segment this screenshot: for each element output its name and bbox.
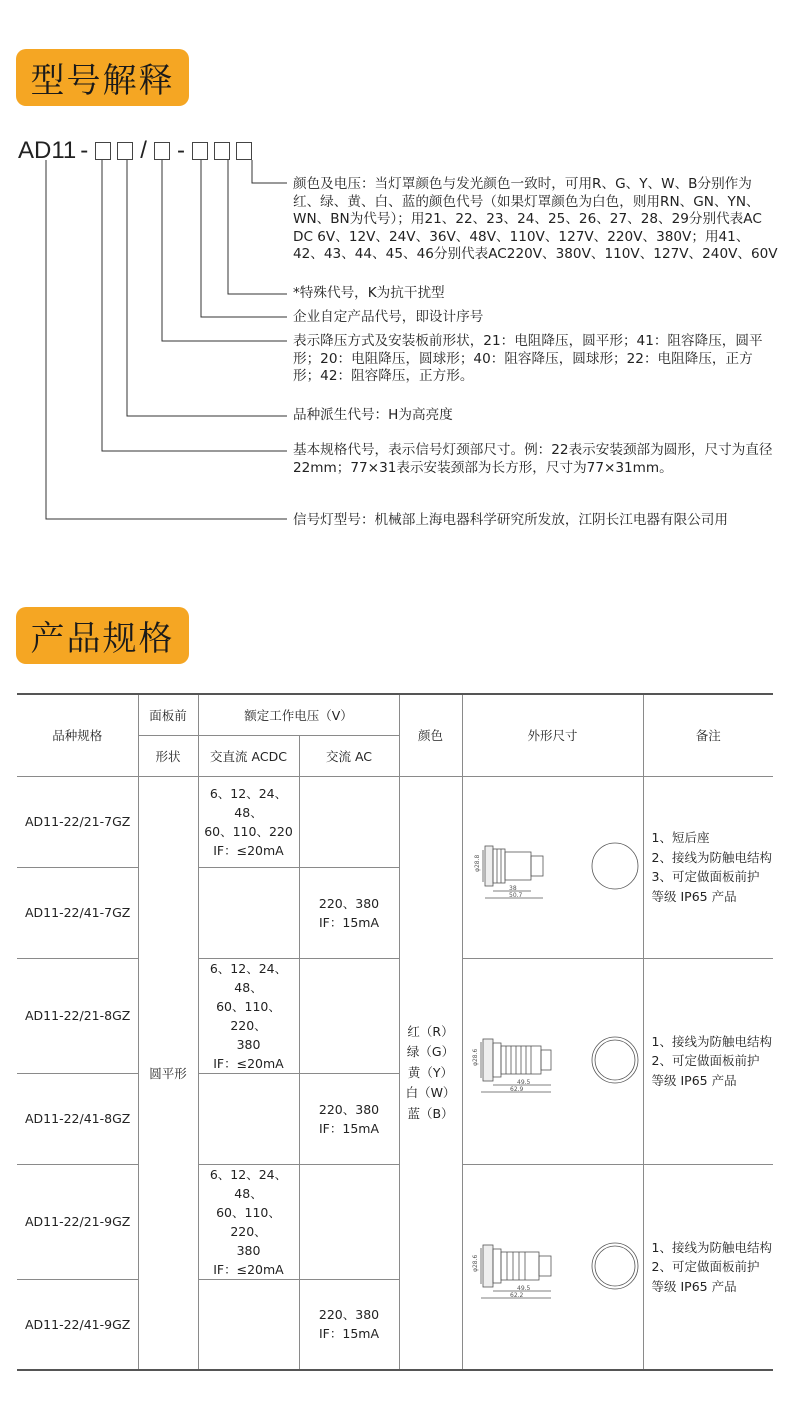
model-cell: AD11-22/41-9GZ (17, 1279, 138, 1370)
color-yellow: 黄（Y） (407, 1064, 454, 1080)
remarks-9gz (643, 1164, 773, 1370)
ac-cell (299, 1279, 399, 1370)
acdc-line: IF：≤20mA (213, 1261, 284, 1277)
ac-line: 220、380 (318, 1101, 380, 1117)
leader-line-color (252, 160, 287, 183)
header-voltage: 额定工作电压（V） (198, 694, 399, 735)
header-panel-line2: 形状 (138, 735, 198, 776)
acdc-line: 380 (236, 1036, 261, 1052)
header-color: 颜色 (399, 694, 462, 776)
header-remarks: 备注 (643, 694, 773, 776)
model-cell: AD11-22/21-7GZ (17, 776, 138, 867)
ac-cell (299, 958, 399, 1073)
color-red: 红（R） (407, 1023, 454, 1039)
model-slash: / (140, 137, 147, 164)
model-dash: - (80, 137, 89, 164)
dim-diameter: φ28.8 (474, 854, 481, 872)
acdc-cell (198, 1164, 299, 1279)
leader-line-model (46, 160, 287, 519)
model-cell: AD11-22/41-8GZ (17, 1073, 138, 1164)
acdc-cell (198, 1073, 299, 1164)
remark-line: 1、接线为防触电结构 (651, 1033, 772, 1049)
remark-line: 等级 IP65 产品 (651, 1072, 737, 1088)
lamp-drawing-7gz (465, 832, 640, 902)
ac-line: IF：15mA (318, 1120, 379, 1136)
model-cell: AD11-22/21-9GZ (17, 1164, 138, 1279)
color-blue: 蓝（B） (407, 1105, 454, 1121)
remark-line: 3、可定做面板前护 (651, 869, 760, 884)
explanation-derivative-code: 品种派生代号：H为高亮度 (293, 407, 453, 423)
remark-line: 2、可定做面板前护 (651, 1053, 760, 1069)
acdc-line: IF：≤20mA (213, 1055, 284, 1071)
leader-line-basic (102, 160, 287, 451)
spec-table (17, 693, 773, 1371)
panel-shape-cell: 圆平形 (138, 776, 198, 1370)
ac-cell (299, 867, 399, 958)
header-variety: 品种规格 (17, 694, 138, 776)
remarks-7gz (643, 776, 773, 958)
remark-line: 1、短后座 (651, 830, 710, 845)
lamp-drawing-8gz (465, 1026, 640, 1096)
ac-cell (299, 1073, 399, 1164)
dimension-drawing-7gz (462, 776, 643, 958)
leader-line-enterprise (201, 160, 287, 317)
acdc-line: IF：≤20mA (213, 842, 284, 858)
dim-length-a: 38 (509, 885, 517, 892)
dimension-drawing-8gz (462, 958, 643, 1164)
color-cell (399, 776, 462, 1370)
acdc-line: 60、110、220、 (216, 1204, 281, 1239)
model-prefix: AD11 (18, 137, 77, 164)
acdc-line: 6、12、24、48、 (209, 785, 288, 820)
header-acdc: 交直流 ACDC (198, 735, 299, 776)
ac-line: 220、380 (318, 895, 380, 911)
leader-line-derivative (127, 160, 287, 416)
section-title-product-spec: 产品规格 (16, 607, 189, 664)
acdc-line: 60、110、220、 (216, 998, 281, 1033)
remark-line: 等级 IP65 产品 (651, 1278, 737, 1294)
dim-length-b: 62.9 (510, 1086, 524, 1093)
model-cell: AD11-22/21-8GZ (17, 958, 138, 1073)
explanation-special-code: *特殊代号，K为抗干扰型 (293, 285, 445, 301)
explanation-color-voltage: 颜色及电压：当灯罩颜色与发光颜色一致时，可用R、G、Y、W、B分别作为红、绿、黄、白、蓝的颜色代号（如果灯罩颜色为白色，则用RN、GN、YN、WN、BN为代号）；用21、22、23、24、25、26、27、28、29分别代表AC DC 6V、12V、24V、36V、48V、110V、127V、220V、380V；用41、42、43、44、45、46分别代表AC220V、380V、110V、127V、240V、60V (293, 176, 778, 262)
color-green: 绿（G） (406, 1044, 455, 1059)
dim-length-a: 49.5 (517, 1284, 531, 1292)
remarks-8gz (643, 958, 773, 1164)
header-ac: 交流 AC (299, 735, 399, 776)
explanation-shape-code: 表示降压方式及安装板前形状，21：电阻降压，圆平形；41：阻容降压，圆平形；20：电阻降压，圆球形；40：阻容降压，圆球形；22：电阻降压，正方形；42：阻容降压，正方形。 (293, 333, 763, 384)
acdc-line: 6、12、24、48、 (209, 1166, 288, 1201)
remark-line: 2、接线为防触电结构 (651, 849, 772, 865)
lamp-drawing-9gz (465, 1232, 640, 1302)
ac-cell (299, 776, 399, 867)
ac-cell (299, 1164, 399, 1279)
explanation-model: 信号灯型号：机械部上海电器科学研究所发放，江阴长江电器有限公司用 (293, 512, 728, 528)
dim-diameter: φ28.6 (472, 1254, 479, 1272)
dim-length-b: 50.7 (509, 892, 523, 899)
acdc-line: 380 (236, 1242, 261, 1258)
explanation-enterprise-code: 企业自定产品代号，即设计序号 (293, 309, 484, 325)
color-white: 白（W） (405, 1085, 456, 1100)
model-dash: - (176, 137, 185, 164)
dimension-drawing-9gz (462, 1164, 643, 1370)
dim-length-a: 49.5 (517, 1079, 531, 1086)
model-cell: AD11-22/41-7GZ (17, 867, 138, 958)
explanation-basic-code: 基本规格代号，表示信号灯颈部尺寸。例：22表示安装颈部为圆形，尺寸为直径22mm；77×31表示安装颈部为长方形，尺寸为77×31mm。 (293, 442, 773, 476)
acdc-cell (198, 776, 299, 867)
ac-line: IF：15mA (318, 914, 379, 930)
remark-line: 等级 IP65 产品 (651, 888, 737, 904)
header-panel-line1: 面板前 (138, 694, 198, 735)
leader-line-shape (162, 160, 287, 341)
leader-line-special (228, 160, 287, 294)
ac-line: 220、380 (318, 1307, 380, 1323)
dim-length-b: 62.2 (510, 1291, 524, 1299)
acdc-line: 60、110、220 (204, 823, 293, 839)
remark-line: 2、可定做面板前护 (651, 1259, 760, 1274)
acdc-cell (198, 958, 299, 1073)
header-dimension: 外形尺寸 (462, 694, 643, 776)
acdc-cell (198, 1279, 299, 1370)
dim-diameter: φ28.6 (472, 1048, 479, 1066)
ac-line: IF：15mA (318, 1326, 379, 1342)
acdc-line: 6、12、24、48、 (209, 960, 288, 995)
remark-line: 1、接线为防触电结构 (651, 1239, 772, 1255)
acdc-cell (198, 867, 299, 958)
section-title-model-explanation: 型号解释 (16, 49, 189, 106)
